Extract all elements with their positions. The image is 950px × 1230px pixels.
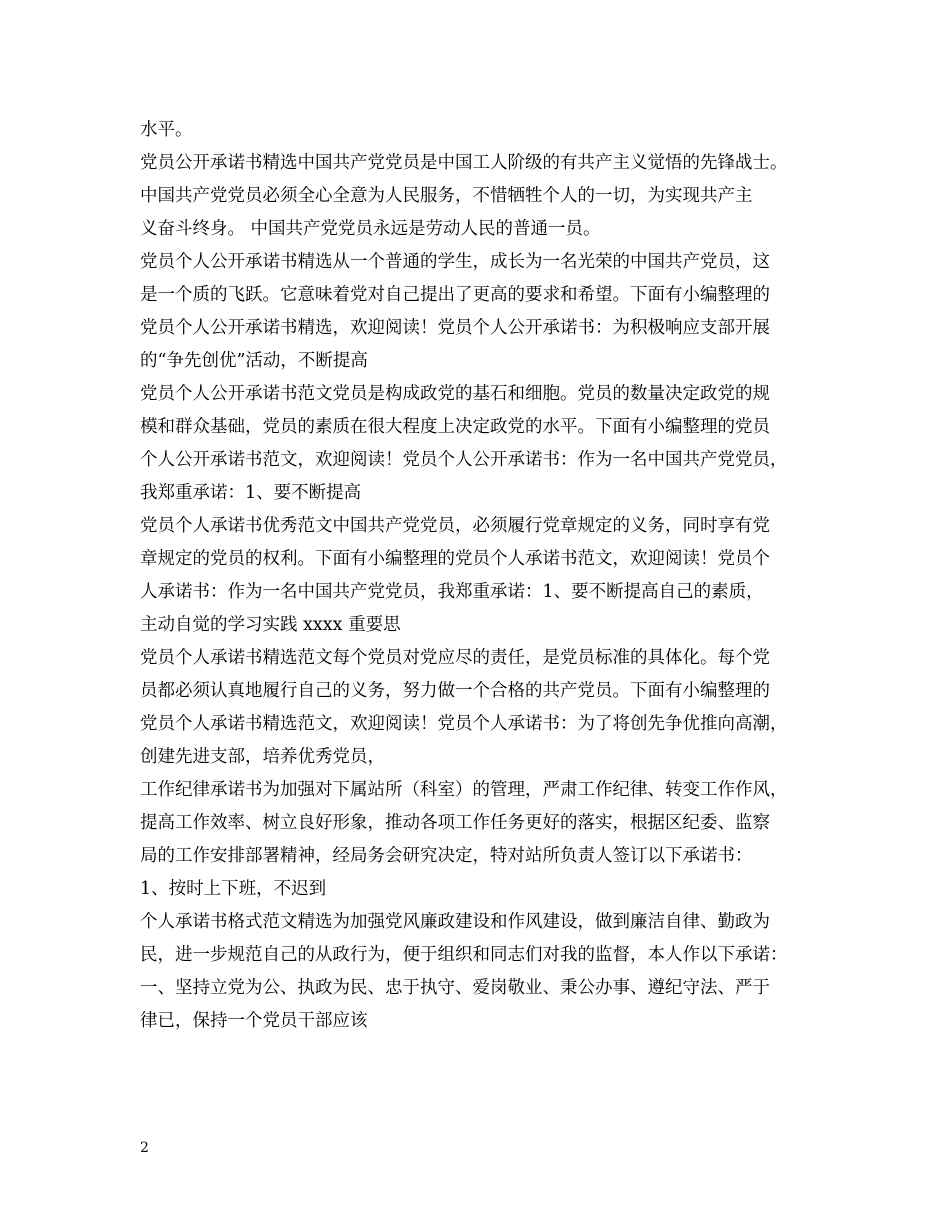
text-line: 章规定的党员的权利。下面有小编整理的党员个人承诺书范文，欢迎阅读！党员个 xyxy=(140,549,770,569)
text-line: 一、坚持立党为公、执政为民、忠于执守、爱岗敬业、秉公办事、遵纪守法、严于 xyxy=(140,978,770,998)
text-line: 主动自觉的学习实践 xxxx 重要思 xyxy=(140,615,401,635)
text-line: 个人承诺书格式范文精选为加强党风廉政建设和作风建设，做到廉洁自律、勤政为 xyxy=(140,912,770,932)
text-line: 党员个人承诺书优秀范文中国共产党党员，必须履行党章规定的义务，同时享有党 xyxy=(140,516,770,536)
page-number: 2 xyxy=(140,1140,149,1156)
text-line: 1、按时上下班，不迟到 xyxy=(140,879,327,899)
text-line: 义奋斗终身。 中国共产党党员永远是劳动人民的普通一员。 xyxy=(140,219,601,239)
document-body xyxy=(140,114,830,1038)
text-line: 中国共产党党员必须全心全意为人民服务，不惜牺牲个人的一切，为实现共产主 xyxy=(140,186,753,206)
text-line: 党员个人公开承诺书精选从一个普通的学生，成长为一名光荣的中国共产党员，这 xyxy=(140,252,770,272)
text-line: 提高工作效率、树立良好形象，推动各项工作任务更好的落实，根据区纪委、监察 xyxy=(140,813,770,833)
text-line: 民，进一步规范自己的从政行为，便于组织和同志们对我的监督，本人作以下承诺： xyxy=(140,945,788,965)
text-line: 水平。 xyxy=(140,120,193,140)
text-line: 党员公开承诺书精选中国共产党党员是中国工人阶级的有共产主义觉悟的先锋战士。 xyxy=(140,153,788,173)
text-line: 模和群众基础，党员的素质在很大程度上决定政党的水平。下面有小编整理的党员 xyxy=(140,417,770,437)
text-line: 工作纪律承诺书为加强对下属站所（科室）的管理，严肃工作纪律、转变工作作风， xyxy=(140,780,788,800)
text-line: 的“争先创优”活动，不断提高 xyxy=(140,351,368,371)
text-line: 个人公开承诺书范文，欢迎阅读！党员个人公开承诺书：作为一名中国共产党党员， xyxy=(140,450,788,470)
text-line: 创建先进支部，培养优秀党员， xyxy=(140,747,385,767)
text-line: 党员个人公开承诺书范文党员是构成政党的基石和细胞。党员的数量决定政党的规 xyxy=(140,384,770,404)
text-line: 局的工作安排部署精神，经局务会研究决定，特对站所负责人签订以下承诺书： xyxy=(140,846,753,866)
text-line: 党员个人承诺书精选范文每个党员对党应尽的责任，是党员标准的具体化。每个党 xyxy=(140,648,770,668)
text-line: 员都必须认真地履行自己的义务，努力做一个合格的共产党员。下面有小编整理的 xyxy=(140,681,770,701)
text-line: 党员个人公开承诺书精选，欢迎阅读！党员个人公开承诺书：为积极响应支部开展 xyxy=(140,318,770,338)
text-line: 是一个质的飞跃。它意味着党对自己提出了更高的要求和希望。下面有小编整理的 xyxy=(140,285,770,305)
text-line: 律已，保持一个党员干部应该 xyxy=(140,1011,368,1031)
text-line: 人承诺书：作为一名中国共产党党员，我郑重承诺：1、要不断提高自己的素质， xyxy=(140,582,764,602)
text-line: 党员个人承诺书精选范文，欢迎阅读！党员个人承诺书：为了将创先争优推向高潮， xyxy=(140,714,788,734)
text-line: 我郑重承诺：1、要不断提高 xyxy=(140,483,362,503)
